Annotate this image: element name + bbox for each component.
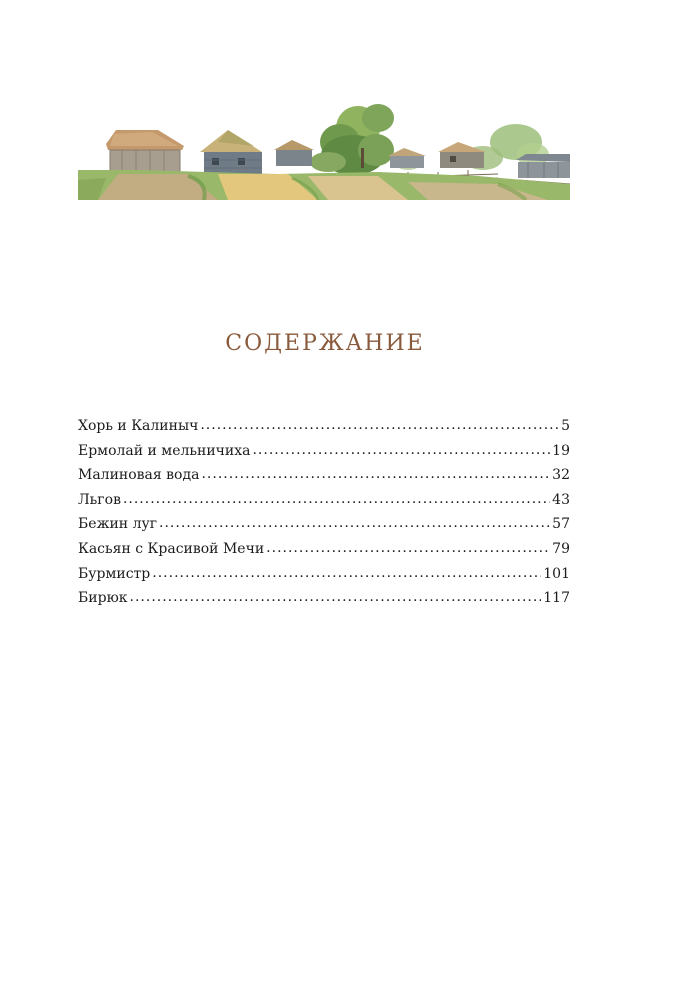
toc-entry[interactable] xyxy=(78,541,570,566)
toc-entry-page: 57 xyxy=(552,516,570,533)
toc-entry-title: Ермолай и мельничиха xyxy=(78,442,251,459)
dot-leader xyxy=(130,589,542,605)
toc-entry-title: Хорь и Калиныч xyxy=(78,418,199,434)
toc-entry[interactable] xyxy=(78,443,570,468)
toc-entry[interactable] xyxy=(78,492,570,517)
toc-entry-page: 19 xyxy=(552,442,570,459)
toc-entry-title: Бирюк xyxy=(78,590,128,607)
toc-entry-page: 32 xyxy=(552,467,570,484)
dot-leader xyxy=(266,540,550,556)
toc-entry-page: 43 xyxy=(552,491,570,508)
dot-leader xyxy=(123,491,550,507)
toc-entry-page: 5 xyxy=(561,418,570,434)
toc-entry[interactable] xyxy=(78,418,570,443)
toc-entry-title: Малиновая вода xyxy=(78,467,200,484)
dot-leader xyxy=(152,565,541,581)
toc-entry[interactable] xyxy=(78,590,570,615)
toc-entry-page: 101 xyxy=(543,565,570,582)
toc-entry-title: Касьян с Красивой Мечи xyxy=(78,540,265,557)
toc-entry[interactable] xyxy=(78,467,570,492)
village-landscape-illustration xyxy=(78,100,570,200)
page-title: СОДЕРЖАНИЕ xyxy=(225,331,425,356)
toc-entry-page: 79 xyxy=(552,540,570,557)
toc-entry[interactable] xyxy=(78,566,570,591)
dot-leader xyxy=(252,442,550,458)
dot-leader xyxy=(159,515,550,531)
toc-entry[interactable] xyxy=(78,516,570,541)
toc-entry-title: Бежин луг xyxy=(78,516,158,533)
table-of-contents xyxy=(78,418,570,615)
toc-entry-page: 117 xyxy=(543,590,570,607)
toc-entry-title: Бурмистр xyxy=(78,565,151,582)
dot-leader xyxy=(200,417,559,433)
dot-leader xyxy=(201,466,550,482)
toc-entry-title: Льгов xyxy=(78,491,121,508)
